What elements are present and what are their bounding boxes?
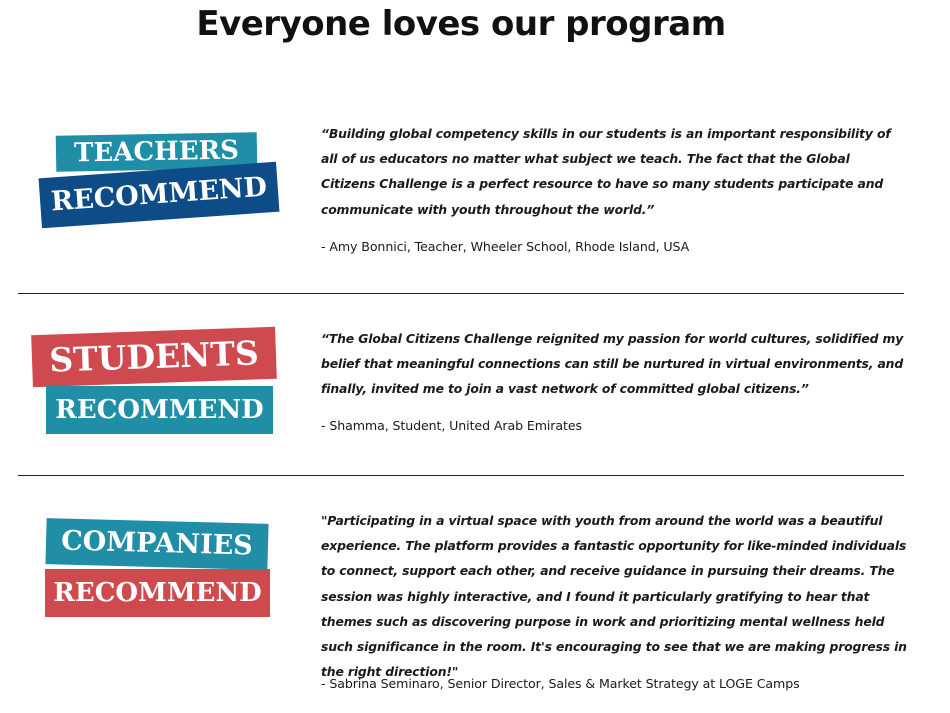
teachers-recommend-badge [38,128,288,238]
badge-bottom-band [46,386,273,434]
badge-bottom-band [39,162,280,228]
students-recommend-badge [30,325,290,440]
badge-top-label: TEACHERS [73,135,240,169]
badge-top-band [45,518,268,570]
badge-bottom-label: RECOMMEND [49,171,269,218]
badge-bottom-band [45,569,270,617]
section-divider [18,293,904,294]
testimonial-quote: “The Global Citizens Challenge reignited my passion for world cultures, solidified my belief that meaningful connections can still be nurtured in virtual environments, and finally, invited me to join a vast network of committed global citizens.” [321,331,904,397]
badge-top-band [31,327,277,387]
badge-bottom-label: RECOMMEND [55,395,264,425]
badge-top-label: COMPANIES [60,525,254,562]
testimonial-attribution: - Amy Bonnici, Teacher, Wheeler School, Rhode Island, USA [321,239,690,254]
testimonial-quote: “Building global competency skills in our students is an important responsibility of all of us educators no matter what subject we teach. The fact that the Global Citizens Challenge is a perfect resource to have so many students participate and communicate with youth throughout the world.” [321,126,891,217]
testimonial-attribution: - Shamma, Student, United Arab Emirates [321,418,582,433]
page-title: Everyone loves our program [196,4,726,44]
badge-bottom-label: RECOMMEND [53,578,262,608]
testimonial-quote: "Participating in a virtual space with youth from around the world was a beautiful experience. The platform provides a fantastic opportunity for like-minded individuals to connect, support each other, and receive guidance in pursuing their dreams. The session was highly interactive, and I found it particularly gratifying to hear that themes such as discovering purpose in work and prioritizing mental wellness held such significance in the room. It's encouraging to see that we are making progress in the right direction!" [321,513,907,680]
companies-recommend-badge [40,515,280,625]
testimonial-attribution: - Sabrina Seminaro, Senior Director, Sales & Market Strategy at LOGE Camps [321,676,800,691]
badge-top-label: STUDENTS [48,333,260,380]
section-divider [18,475,904,476]
